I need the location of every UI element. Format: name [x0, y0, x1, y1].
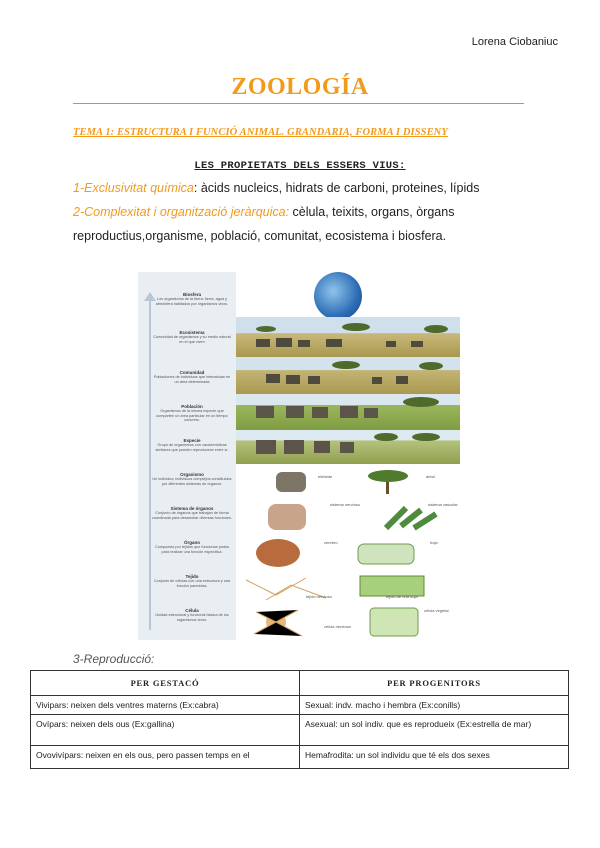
property-label: 2-Complexitat i organització jeràrquica: — [73, 205, 290, 219]
label-cerebro: cerebro — [324, 540, 338, 545]
table-row — [31, 696, 569, 715]
table-header-row — [31, 671, 569, 696]
elephants-trees-icon — [236, 430, 460, 464]
label-sistema-nervioso: sistema nervioso — [330, 502, 361, 507]
level-celula: Célula Unidad estructural y funcional básica de los organismos vivos. — [155, 608, 229, 622]
level-tejido: Tejido Conjunto de células con una estructura y una función parecidas. — [153, 574, 231, 588]
band-comunidad — [236, 357, 460, 394]
table-cell: Vivipars: neixen dels ventres materns (Ex:cabra) — [31, 696, 300, 715]
label-elefante: elefante — [318, 474, 333, 479]
table-row — [31, 715, 569, 746]
table-cell: Ovovivípars: neixen en els ous, pero passen temps en el — [31, 746, 300, 769]
property-item-2 — [73, 205, 454, 219]
property-item-1 — [73, 181, 479, 195]
label-tejido-hoja: tejido de una hoja — [386, 594, 418, 599]
band-organismo — [236, 464, 460, 498]
column-header: PER PROGENITORS — [300, 671, 569, 696]
property-label: 1-Exclusivitat química — [73, 181, 194, 195]
label-celula-vegetal: célula vegetal — [424, 608, 449, 613]
level-biosfera: Biosfera Los organismos de la tierra: tierra, agua y atmósfera habitados por organismos vivos. — [155, 292, 229, 306]
property-text: : àcids nucleics, hidrats de carboni, proteines, lípids — [193, 181, 480, 195]
level-organismo: Organismo Un individuo; individuos complejos constituidos por diferentes sistemas de órganos. — [152, 472, 232, 486]
label-celula-nerviosa: célula nerviosa — [324, 624, 351, 629]
topic-subtitle: TEMA 1: ESTRUCTURA I FUNCIÓ ANIMAL. GRANDARIA, FORMA I DISSENY — [73, 127, 448, 138]
level-especie: Especie Grupo de organismos con características similares que pueden reproducirse entre sí. — [155, 438, 229, 452]
page-title: ZOOLOGÍA — [231, 74, 369, 100]
table-cell: Sexual: indv. macho i hembra (Ex:conills) — [300, 696, 569, 715]
tissue-icon — [236, 570, 460, 604]
table-cell: Asexual: un sol indiv. que es reprodueix (Ex:estrella de mar) — [300, 715, 569, 746]
level-comunidad: Comunidad Poblaciones de individuos que interactúan en un área determinada — [153, 370, 231, 384]
community-animals-icon — [236, 357, 460, 394]
reproduction-table — [30, 670, 569, 769]
band-celula — [236, 604, 460, 640]
figure-sidebar — [138, 272, 236, 640]
title-divider — [73, 103, 524, 104]
table-row — [31, 746, 569, 769]
band-biosfera — [236, 272, 460, 317]
band-organo — [236, 536, 460, 570]
level-organo: Órgano Compuesto por tejidos que funcionan juntos para realizar una función específica. — [154, 540, 230, 554]
label-tejido-nervioso: tejido nervioso — [306, 594, 332, 599]
brain-and-leaf-icon — [236, 536, 460, 570]
label-arbol: árbol — [426, 474, 435, 479]
savanna-herd-icon — [236, 317, 460, 357]
arrow-shaft — [149, 300, 151, 630]
column-header: PER GESTACÓ — [31, 671, 300, 696]
elephant-herd-icon — [236, 394, 460, 430]
band-sistema-organos — [236, 498, 460, 536]
author-name: Lorena Ciobaniuc — [471, 36, 558, 48]
section-caption: 3-Reproducció: — [73, 652, 155, 666]
table-cell: Hemafrodita: un sol individu que té els dos sexes — [300, 746, 569, 769]
level-ecosistema: Ecosistema Comunidad de organismos y su medio natural en el que viven — [153, 330, 231, 344]
band-ecosistema — [236, 317, 460, 357]
band-poblacion — [236, 394, 460, 430]
label-sistema-vascular: sistema vascular — [428, 502, 458, 507]
level-sistema-organos: Sistema de órganos Conjunto de órganos que trabajan de forma coordinada para desarrollar diversas funciones. — [152, 506, 232, 520]
table-cell: Ovípars: neixen dels ous (Ex:gallina) — [31, 715, 300, 746]
elephant-and-tree-icon — [236, 464, 460, 498]
band-especie — [236, 430, 460, 464]
label-hoja: hoja — [430, 540, 438, 545]
property-text: cèlula, teixits, organs, òrgans — [289, 205, 455, 219]
hierarchy-figure — [138, 272, 460, 640]
level-poblacion: Población Organismos de la misma especie que comparten un área particular en un tiempo concreto. — [156, 404, 228, 423]
earth-icon — [314, 272, 362, 320]
band-tejido — [236, 570, 460, 604]
section-heading: LES PROPIETATS DELS ESSERS VIUS: — [194, 160, 406, 172]
property-item-2-continued: reproductius,organisme, població, comunitat, ecosistema i biosfera. — [73, 229, 447, 243]
